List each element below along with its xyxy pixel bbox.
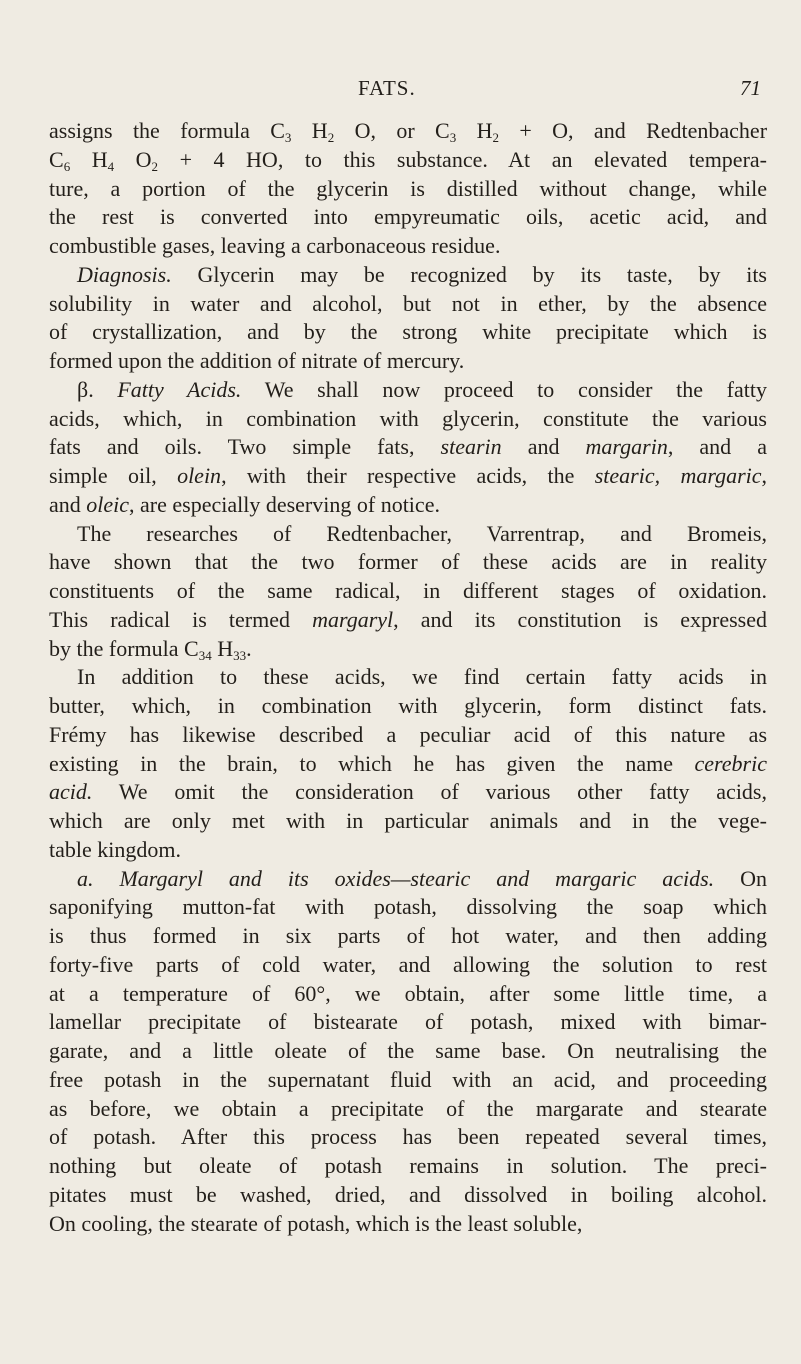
text-run: butter, which, in combination with glycerin, form distinct fats. [49,693,767,718]
italic-text: oleic [86,491,130,517]
text-run: , are especially deserving of notice. [129,491,440,517]
text-line [49,778,767,807]
text-run: forty-five parts of cold water, and allowing the solution to rest [49,951,767,977]
italic-text: Fatty Acids. [117,376,242,402]
text-line [49,836,767,865]
text-line [49,232,767,261]
text-line [49,893,767,922]
text-run: H [211,635,234,661]
text-run: We omit the consideration of various other fatty acids, [92,779,767,805]
italic-text: olein [177,463,222,488]
text-run: as before, we obtain a precipitate of the margarate and stearate [49,1095,767,1121]
italic-text: Diagnosis. [77,261,172,287]
subscript: 2 [492,130,499,145]
text-line [49,951,767,980]
text-run: Frémy has likewise described a peculiar acid of this nature as [49,721,767,747]
text-run: which are only met with in particular animals and in the vege- [49,808,767,833]
text-line [49,491,767,520]
text-line [49,203,767,232]
text-line [49,577,767,606]
text-line [49,606,767,635]
text-run: constituents of the same radical, in different stages of oxidation. [49,578,767,603]
text-run: + O, and Redtenbacher [499,118,767,143]
text-line [49,807,767,836]
italic-text: stearic, margaric [594,463,762,488]
text-run: + 4 HO, to this substance. At an elevated tempera- [158,146,767,172]
text-line [49,347,767,376]
text-line [49,922,767,951]
italic-text: a. Margaryl and its oxides—stearic and margaric acids. [77,865,715,891]
text-run: Glycerin may be recognized by its taste, by its [171,261,767,287]
text-run: lamellar precipitate of bistearate of potash, mixed with bimar- [49,1009,767,1035]
italic-text: cerebric [694,750,767,776]
text-line [49,980,767,1009]
text-run: , and its constitution is expressed [393,606,767,632]
text-run: This radical is termed [49,606,313,632]
text-line [49,1210,767,1239]
text-line [49,520,767,549]
text-run: garate, and a little oleate of the same base. On neutralising the [49,1038,767,1063]
text-line [49,548,767,577]
text-line [49,635,767,664]
text-line [49,433,767,462]
text-run: . [246,635,252,661]
text-run: saponifying mutton-fat with potash, dissolving the soap which [49,894,767,920]
text-line [49,261,767,290]
text-line [49,663,767,692]
text-run: combustible gases, leaving a carbonaceous residue. [49,233,501,258]
text-run: is thus formed in six parts of hot water, and then adding [49,923,767,948]
text-run: solubility in water and alcohol, but not in ether, by the absence [49,290,767,316]
text-line [49,1181,767,1210]
text-line [49,1066,767,1095]
text-line [49,318,767,347]
text-line [49,290,767,319]
text-line [49,117,767,146]
text-line [49,376,767,405]
text-run: table kingdom. [49,836,181,862]
text-run: nothing but oleate of potash remains in solution. The preci- [49,1153,767,1178]
text-run: fats and oils. Two simple fats, [49,434,441,460]
text-line [49,146,767,175]
text-run: O, or C [334,118,450,143]
text-line [49,175,767,204]
text-line [49,1095,767,1124]
body-text [49,117,767,1238]
text-run: β. [77,376,118,402]
text-line [49,721,767,750]
text-run: of crystallization, and by the strong white precipitate which is [49,319,767,345]
page-number: 71 [740,76,761,100]
text-run: simple oil, [49,463,178,488]
text-run: acids, which, in combination with glycerin, constitute the various [49,405,767,431]
subscript: 2 [327,130,335,145]
text-run: ture, a portion of the glycerin is distilled without change, while [49,175,767,201]
text-run: pitates must be washed, dried, and dissolved in boiling alcohol. [49,1181,767,1207]
text-run: C [49,146,64,172]
text-line [49,750,767,779]
text-run: assigns the formula C [49,118,285,143]
text-run: H [291,118,328,143]
text-line [49,1123,767,1152]
running-head [0,76,801,106]
text-line [49,405,767,434]
subscript: 3 [284,130,292,145]
text-run: On [714,865,767,891]
text-line [49,1008,767,1037]
subscript: 6 [63,158,71,174]
subscript: 33 [233,647,247,663]
text-run: have shown that the two former of these acids are in reality [49,549,767,575]
text-run: , [761,463,767,488]
text-run: H [70,146,108,172]
subscript: 4 [107,158,115,174]
text-run: We shall now proceed to consider the fatty [241,376,767,402]
text-line [49,1152,767,1181]
text-run: free potash in the supernatant fluid with an acid, and proceeding [49,1066,767,1092]
text-run: formed upon the addition of nitrate of mercury. [49,348,465,373]
italic-text: margaryl [312,606,394,632]
subscript: 34 [198,647,212,663]
text-run: the rest is converted into empyreumatic oils, acetic acid, and [49,204,767,230]
text-line [49,692,767,721]
subscript: 3 [449,130,457,145]
text-run: of potash. After this process has been repeated several times, [49,1124,767,1150]
text-line [49,462,767,491]
text-run: at a temperature of 60°, we obtain, after some little time, a [49,980,767,1006]
text-run: , with their respective acids, the [221,463,595,488]
header-title: FATS. [358,76,416,100]
text-run: H [456,118,493,143]
text-run: The researches of Redtenbacher, Varrentrap, and Bromeis, [77,520,767,546]
text-run: and [501,434,586,460]
text-run: by the formula C [49,635,199,661]
text-run: In addition to these acids, we find certain fatty acids in [77,664,767,690]
subscript: 2 [151,158,159,174]
text-run: On cooling, the stearate of potash, which is the least soluble, [49,1210,583,1236]
italic-text: margarin [585,434,668,460]
text-line [49,1037,767,1066]
text-run: O [114,146,152,172]
text-line [49,865,767,894]
text-run: , and a [667,434,767,460]
italic-text: stearin [440,434,502,460]
text-run: and [49,491,87,517]
text-run: existing in the brain, to which he has given the name [49,750,695,776]
italic-text: acid. [49,779,93,805]
